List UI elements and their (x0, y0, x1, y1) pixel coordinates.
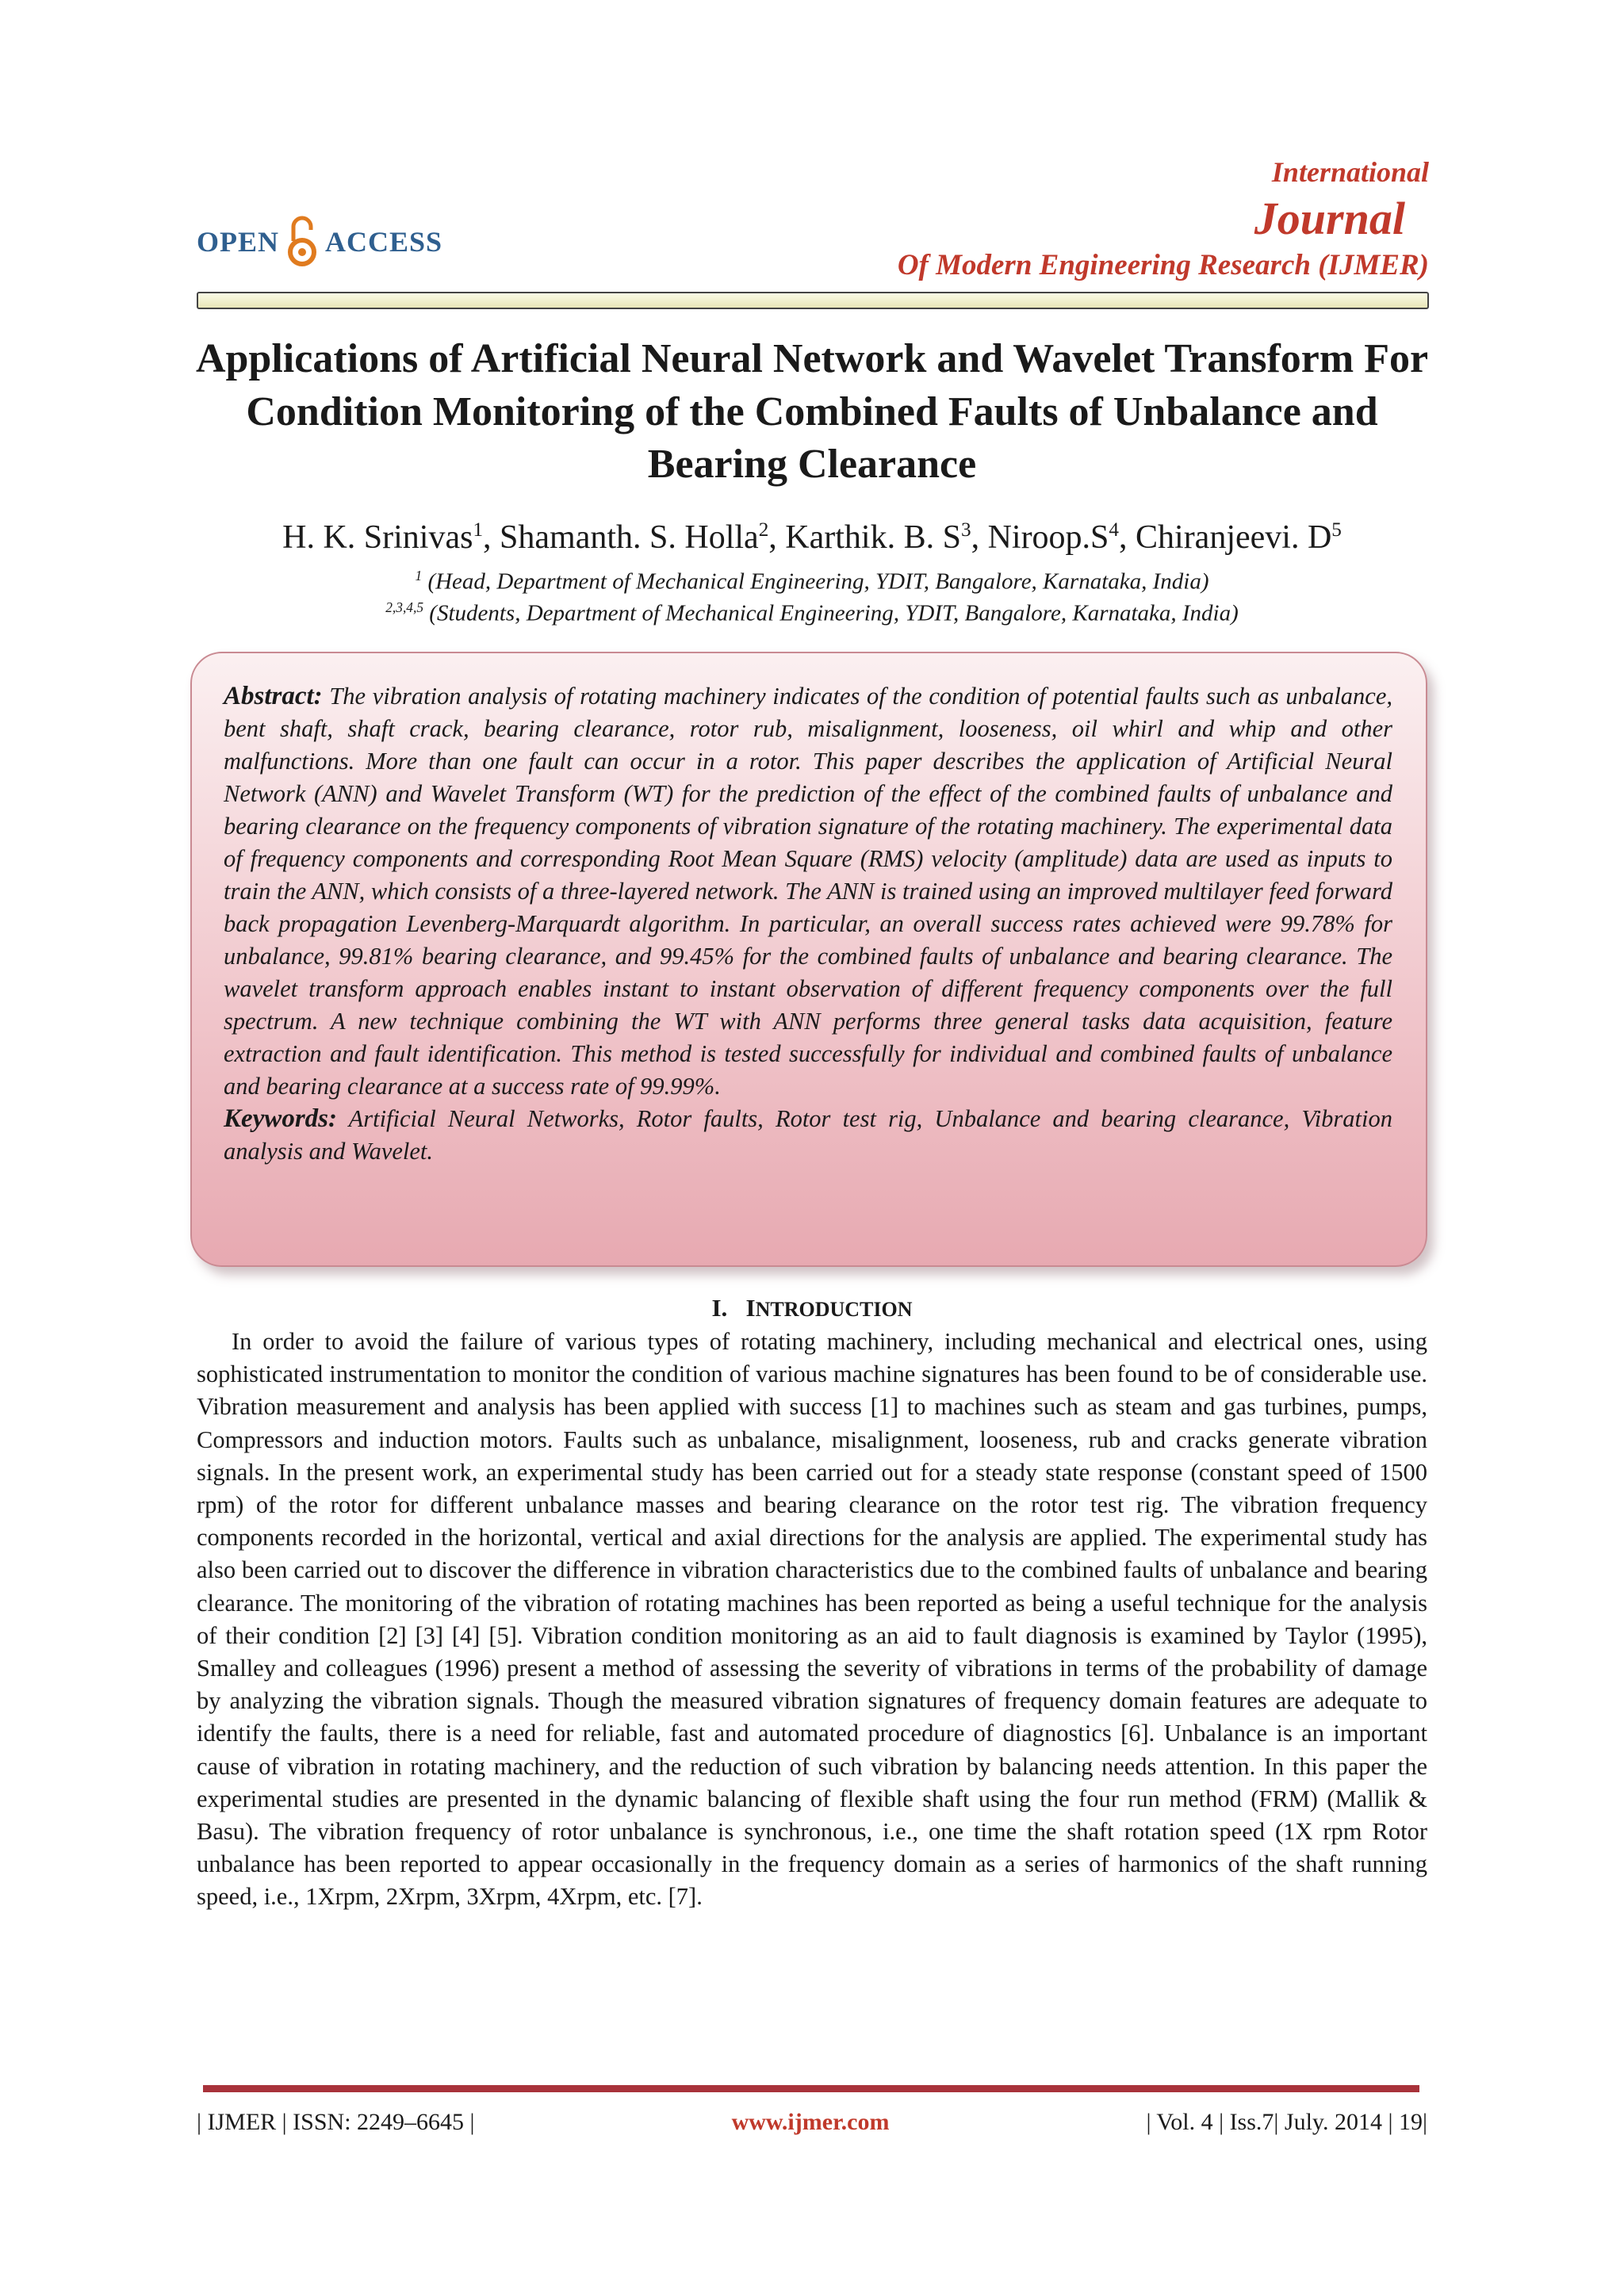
journal-subtitle: Of Modern Engineering Research (IJMER) (897, 248, 1429, 281)
footer-issn: | IJMER | ISSN: 2249–6645 | (197, 2109, 475, 2135)
paper-title: Applications of Artificial Neural Network and Wavelet Transform For Condition Monitoring of the Combined Faults of Unbalance and Bearing Clearance (195, 336, 1429, 488)
introduction-paragraph: In order to avoid the failure of various types of rotating machinery, including mechanical and electrical ones, using sophisticated instrumentation to monitor the condition of various machine signatures has been found to be of considerable use. Vibration measurement and analysis has been applied with success [1] to machines such as steam and gas turbines, pumps, Compressors and induction motors. Faults such as unbalance, misalignment, looseness, rub and cracks generate vibration signals. In the present work, an experimental study has been carried out for a steady state response (constant speed of 1500 rpm) of the rotor for different unbalance masses and bearing clearance on the rotor test rig. The vibration frequency components recorded in the horizontal, vertical and axial directions for the analysis are applied. The experimental study has also been carried out to discover the difference in vibration characteristics due to the combined faults of unbalance and bearing clearance. The monitoring of the vibration of rotating machines has been reported as being a useful technique for the analysis of their condition [2] [3] [4] [5]. Vibration condition monitoring as an aid to fault diagnosis is examined by Taylor (1995), Smalley and colleagues (1996) present a method of assessing the severity of vibrations in terms of the probability of damage by analyzing the vibration signals. Though the measured vibration signatures of frequency domain features are adequate to identify the faults, there is a need for reliable, fast and automated procedure of diagnostics [6]. Unbalance is an important cause of vibration in rotating machinery, and the reduction of such vibration by balancing needs attention. In this paper the experimental studies are presented in the dynamic balancing of flexible shaft using the four run method (FRM) (Mallik & Basu). The vibration frequency of rotor unbalance is synchronous, i.e., one time the shaft rotation speed (1X rpm Rotor unbalance has been reported to appear occasionally in the frequency domain as a series of harmonics of the shaft running speed, i.e., 1Xrpm, 2Xrpm, 3Xrpm, 4Xrpm, etc. [7]. (197, 1328, 1427, 1911)
author-list: H. K. Srinivas$^1$, Shamanth. S. Holla$^2$, Karthik. B. $S^3$, $Niroop.S^4$, Chiranjeevi. $D^5$ (282, 519, 1342, 556)
author: Shamanth. S. Holla$^2$ (500, 519, 769, 556)
open-access-lock-icon (287, 212, 317, 271)
journal-international: International (1271, 156, 1429, 188)
affiliation: $^1$ (Head, Department of Mechanical Engineering, YDIT, Bangalore, Karnataka, India) (415, 568, 1209, 595)
author: $Niroop.S^4$ (987, 519, 1120, 556)
journal-masthead (898, 155, 1429, 282)
keywords-label: Keywords: (224, 1104, 337, 1133)
author: H. K. Srinivas$^1$ (282, 519, 484, 556)
affiliation: $^{2,3,4,5}$ (Students, Department of Mechanical Engineering, YDIT, Bangalore, Karnataka, India) (385, 599, 1239, 626)
author: Chiranjeevi. $D^5$ (1136, 519, 1342, 556)
abstract-text: The vibration analysis of rotating machinery indicates of the condition of potential faults such as unbalance, bent shaft, shaft crack, bearing clearance, rotor rub, misalignment, looseness, oil whirl and whip and other malfunctions. More than one fault can occur in a rotor. This paper describes the application of Artificial Neural Network (ANN) and Wavelet Transform (WT) for the prediction of the effect of the combined faults of unbalance and bearing clearance on the frequency components of vibration signature of the rotating machinery. The experimental data of frequency components and corresponding Root Mean Square (RMS) velocity (amplitude) data are used as inputs to train the ANN, which consists of a three-layered network. The ANN is trained using an improved multilayer feed forward back propagation Levenberg-Marquardt algorithm. In particular, an overall success rates achieved were 99.78% for unbalance, 99.81% bearing clearance, and 99.45% for the combined faults of unbalance and bearing clearance. The wavelet transform approach enables instant to instant observation of different frequency components over the full spectrum. A new technique combining the WT with ANN performs three general tasks data acquisition, feature extraction and fault identification. This method is tested successfully for individual and combined faults of unbalance and bearing clearance at a success rate of 99.99%. (224, 683, 1393, 1100)
abstract-box (190, 652, 1427, 1267)
keywords-text: Artificial Neural Networks, Rotor faults, Rotor test rig, Unbalance and bearing clearance, Vibration analysis and Wavelet. (224, 1105, 1393, 1165)
abstract-label: Abstract: (224, 682, 323, 710)
author: Karthik. B. $S^3$ (785, 519, 971, 556)
footer-volume: | Vol. 4 | Iss.7| July. 2014 | 19| (1146, 2109, 1427, 2135)
access-label: ACCESS (325, 226, 443, 258)
open-access-logo (197, 212, 442, 271)
page-footer (197, 2109, 1427, 2136)
section-heading: I. INTRODUCTION (711, 1294, 913, 1322)
open-label: OPEN (197, 226, 280, 258)
journal-name: Journal (1254, 193, 1405, 244)
abstract (224, 680, 1392, 1168)
masthead-divider (197, 292, 1429, 309)
footer-website-link[interactable]: www.ijmer.com (731, 2109, 890, 2135)
footer-divider (203, 2085, 1419, 2092)
